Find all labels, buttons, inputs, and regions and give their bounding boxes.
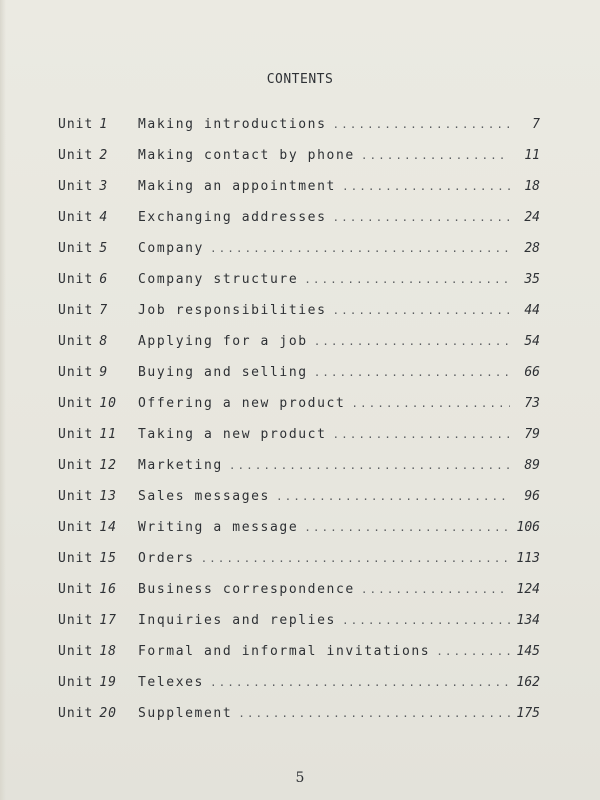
toc-entry <box>58 334 540 365</box>
unit-number: 16 <box>99 582 117 597</box>
toc-entry <box>58 489 540 520</box>
unit-title: Supplement <box>138 706 233 721</box>
toc-entry <box>58 644 540 675</box>
unit-label: Unit 8 <box>58 334 109 349</box>
dot-leader <box>333 428 510 441</box>
unit-number: 19 <box>99 675 117 690</box>
unit-title: Orders <box>138 551 195 566</box>
toc-entry <box>58 365 540 396</box>
unit-label: Unit 7 <box>58 303 109 318</box>
page-reference: 145 <box>516 644 540 659</box>
toc-entry <box>58 272 540 303</box>
page-reference: 96 <box>524 489 540 504</box>
unit-number: 12 <box>99 458 117 473</box>
page-reference: 28 <box>524 241 540 256</box>
dot-leader <box>229 459 510 472</box>
unit-title: Formal and informal invitations <box>138 644 431 659</box>
page-reference: 24 <box>524 210 540 225</box>
unit-title: Business correspondence <box>138 582 355 597</box>
toc-entry <box>58 241 540 272</box>
dot-leader <box>201 552 510 565</box>
unit-title: Telexes <box>138 675 204 690</box>
dot-leader <box>436 645 510 658</box>
toc-entry <box>58 148 540 179</box>
dot-leader <box>351 397 510 410</box>
toc-entry <box>58 396 540 427</box>
unit-number: 10 <box>99 396 117 411</box>
dot-leader <box>304 273 510 286</box>
unit-title: Making an appointment <box>138 179 336 194</box>
toc-entry <box>58 551 540 582</box>
toc-entry <box>58 706 540 737</box>
unit-number: 5 <box>99 241 109 256</box>
page-reference: 124 <box>516 582 540 597</box>
unit-label: Unit 9 <box>58 365 109 380</box>
unit-label: Unit 15 <box>58 551 117 566</box>
page-reference: 54 <box>524 334 540 349</box>
unit-label: Unit 19 <box>58 675 117 690</box>
dot-leader <box>361 583 510 596</box>
page-reference: 162 <box>516 675 540 690</box>
page-reference: 35 <box>524 272 540 287</box>
unit-number: 9 <box>99 365 109 380</box>
unit-label: Unit 11 <box>58 427 117 442</box>
unit-title: Exchanging addresses <box>138 210 327 225</box>
unit-label: Unit 12 <box>58 458 117 473</box>
unit-title: Job responsibilities <box>138 303 327 318</box>
unit-label: Unit 5 <box>58 241 109 256</box>
dot-leader <box>333 304 510 317</box>
page-reference: 18 <box>524 179 540 194</box>
unit-label: Unit 18 <box>58 644 117 659</box>
unit-title: Offering a new product <box>138 396 346 411</box>
dot-leader <box>210 242 510 255</box>
dot-leader <box>333 211 510 224</box>
unit-label: Unit 16 <box>58 582 117 597</box>
table-of-contents <box>58 117 540 737</box>
unit-number: 18 <box>99 644 117 659</box>
unit-label: Unit 6 <box>58 272 109 287</box>
page-reference: 89 <box>524 458 540 473</box>
unit-title: Marketing <box>138 458 223 473</box>
unit-label: Unit 10 <box>58 396 117 411</box>
unit-label: Unit 20 <box>58 706 117 721</box>
unit-number: 6 <box>99 272 109 287</box>
unit-number: 15 <box>99 551 117 566</box>
unit-title: Buying and selling <box>138 365 308 380</box>
dot-leader <box>342 180 510 193</box>
toc-entry <box>58 582 540 613</box>
unit-title: Company <box>138 241 204 256</box>
unit-number: 4 <box>99 210 109 225</box>
unit-title: Applying for a job <box>138 334 308 349</box>
toc-entry <box>58 303 540 334</box>
toc-entry <box>58 520 540 551</box>
unit-number: 11 <box>99 427 117 442</box>
unit-label: Unit 14 <box>58 520 117 535</box>
page-reference: 73 <box>524 396 540 411</box>
contents-title: CONTENTS <box>266 72 334 87</box>
dot-leader <box>210 676 510 689</box>
page-reference: 66 <box>524 365 540 380</box>
page-reference: 79 <box>524 427 540 442</box>
toc-entry <box>58 210 540 241</box>
dot-leader <box>333 118 510 131</box>
page-reference: 175 <box>516 706 540 721</box>
unit-title: Inquiries and replies <box>138 613 336 628</box>
dot-leader <box>314 335 510 348</box>
unit-number: 20 <box>99 706 117 721</box>
unit-title: Making contact by phone <box>138 148 355 163</box>
unit-label: Unit 4 <box>58 210 109 225</box>
unit-number: 8 <box>99 334 109 349</box>
unit-title: Company structure <box>138 272 299 287</box>
dot-leader <box>314 366 510 379</box>
toc-entry <box>58 675 540 706</box>
unit-title: Sales messages <box>138 489 270 504</box>
page-reference: 11 <box>524 148 540 163</box>
page-reference: 7 <box>532 117 540 132</box>
unit-number: 13 <box>99 489 117 504</box>
unit-number: 3 <box>99 179 109 194</box>
toc-entry <box>58 427 540 458</box>
unit-number: 7 <box>99 303 109 318</box>
unit-number: 14 <box>99 520 117 535</box>
page-reference: 44 <box>524 303 540 318</box>
unit-label: Unit 17 <box>58 613 117 628</box>
dot-leader <box>276 490 510 503</box>
unit-label: Unit 3 <box>58 179 109 194</box>
page-reference: 113 <box>516 551 540 566</box>
unit-label: Unit 1 <box>58 117 109 132</box>
page-number: 5 <box>295 770 305 786</box>
toc-entry <box>58 613 540 644</box>
unit-title: Taking a new product <box>138 427 327 442</box>
unit-label: Unit 13 <box>58 489 117 504</box>
page-reference: 134 <box>516 613 540 628</box>
dot-leader <box>361 149 510 162</box>
unit-label: Unit 2 <box>58 148 109 163</box>
toc-entry <box>58 117 540 148</box>
toc-entry <box>58 458 540 489</box>
dot-leader <box>238 707 510 720</box>
unit-title: Making introductions <box>138 117 327 132</box>
dot-leader <box>342 614 510 627</box>
unit-number: 17 <box>99 613 117 628</box>
toc-entry <box>58 179 540 210</box>
unit-number: 2 <box>99 148 109 163</box>
unit-number: 1 <box>99 117 109 132</box>
unit-title: Writing a message <box>138 520 299 535</box>
page-reference: 106 <box>516 520 540 535</box>
dot-leader <box>304 521 510 534</box>
